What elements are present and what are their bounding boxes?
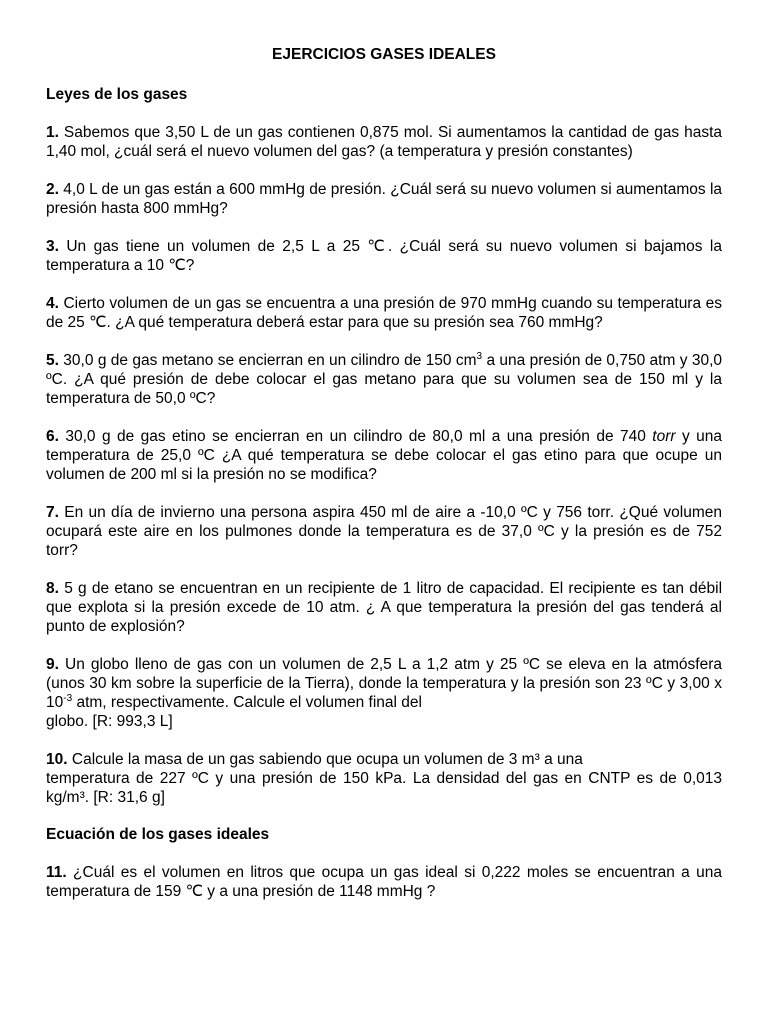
exercise-1 — [46, 123, 722, 161]
exercise-text: 4,0 L de un gas están a 600 mmHg de presión. ¿Cuál será su nuevo volumen si aumentamos la presión hasta 800 mmHg? — [46, 181, 723, 217]
exercise-text: Sabemos que 3,50 L de un gas contienen 0,875 mol. Si aumentamos la cantidad de gas hasta 1,40 mol, ¿cuál será el nuevo volumen del gas? (a temperatura y presión constantes) — [46, 124, 723, 160]
exercise-answer: globo. [R: 993,3 L] — [46, 713, 173, 730]
exercise-4 — [46, 294, 722, 332]
exercise-9 — [46, 655, 722, 731]
exercise-8 — [46, 579, 722, 636]
exercise-6 — [46, 427, 722, 484]
superscript: -3 — [63, 692, 73, 704]
exercise-number: 1. — [46, 124, 59, 141]
italic-unit: torr — [652, 428, 676, 445]
exercise-number: 6. — [46, 428, 59, 445]
exercise-number: 3. — [46, 238, 59, 255]
exercise-text: En un día de invierno una persona aspira 450 ml de aire a -10,0 ºC y 756 torr. ¿Qué volumen ocupará este aire en los pulmones donde la temperatura es de 37,0 ºC y la presión es de 752 torr? — [46, 504, 722, 559]
exercise-number: 10. — [46, 751, 68, 768]
exercise-text: Un globo lleno de gas con un volumen de 2,5 L a 1,2 atm y 25 ºC se eleva en la atmósfera (unos 30 km sobre la superficie de la Tierra), donde la temperatura y la presión son 23 ºC y 3,00 x 10 — [46, 656, 722, 711]
exercise-number: 7. — [46, 504, 59, 521]
exercise-number: 9. — [46, 656, 59, 673]
exercise-number: 2. — [46, 181, 59, 198]
exercise-text: temperatura de 227 ºC y una presión de 150 kPa. La densidad del gas en CNTP es de 0,013 kg/m³. [R: 31,6 g] — [46, 770, 722, 806]
section-heading-leyes: Leyes de los gases — [46, 86, 188, 103]
exercise-7 — [46, 503, 722, 560]
exercise-2 — [46, 180, 722, 218]
exercise-5 — [46, 351, 722, 408]
section-heading-ecuacion: Ecuación de los gases ideales — [46, 826, 270, 843]
exercise-text: Calcule la masa de un gas sabiendo que ocupa un volumen de 3 m³ a una — [71, 751, 583, 768]
exercise-text: Un gas tiene un volumen de 2,5 L a 25 ℃. ¿Cuál será su nuevo volumen si bajamos la temperatura a 10 ℃? — [46, 238, 723, 274]
exercise-number: 4. — [46, 295, 59, 312]
exercise-text: ¿Cuál es el volumen en litros que ocupa un gas ideal si 0,222 moles se encuentran a una temperatura de 159 ℃ y a una presión de 1148 mmHg ? — [46, 864, 722, 900]
exercise-text: atm, respectivamente. Calcule el volumen final del — [72, 694, 422, 711]
exercise-number: 5. — [46, 352, 59, 369]
exercise-text: 5 g de etano se encuentran en un recipiente de 1 litro de capacidad. El recipiente es tan débil que explota si la presión excede de 10 atm. ¿ A que temperatura la presión del gas tenderá al punto de explosión? — [46, 580, 723, 635]
superscript: 3 — [476, 350, 483, 362]
exercise-text: 30,0 g de gas metano se encierran en un cilindro de 150 cm — [63, 352, 477, 369]
exercise-text: y una temperatura de 25,0 ºC ¿A qué temperatura se debe colocar el gas etino para que ocupe un volumen de 200 ml si la presión no se modifica? — [46, 428, 722, 483]
document-title: EJERCICIOS GASES IDEALES — [272, 46, 496, 63]
exercise-text: Cierto volumen de un gas se encuentra a una presión de 970 mmHg cuando su temperatura es de 25 ℃. ¿A qué temperatura deberá estar para que su presión sea 760 mmHg? — [46, 295, 722, 331]
exercise-number: 11. — [46, 864, 67, 881]
exercise-10 — [46, 750, 722, 807]
exercise-number: 8. — [46, 580, 59, 597]
exercise-text: 30,0 g de gas etino se encierran en un cilindro de 80,0 ml a una presión de 740 — [65, 428, 653, 445]
exercise-3 — [46, 237, 722, 275]
exercise-text: a una presión de 0,750 atm y 30,0 ºC. ¿A qué presión de debe colocar el gas metano para que su volumen sea de 150 ml y la temperatura de 50,0 ºC? — [46, 352, 723, 407]
exercise-11 — [46, 863, 722, 901]
